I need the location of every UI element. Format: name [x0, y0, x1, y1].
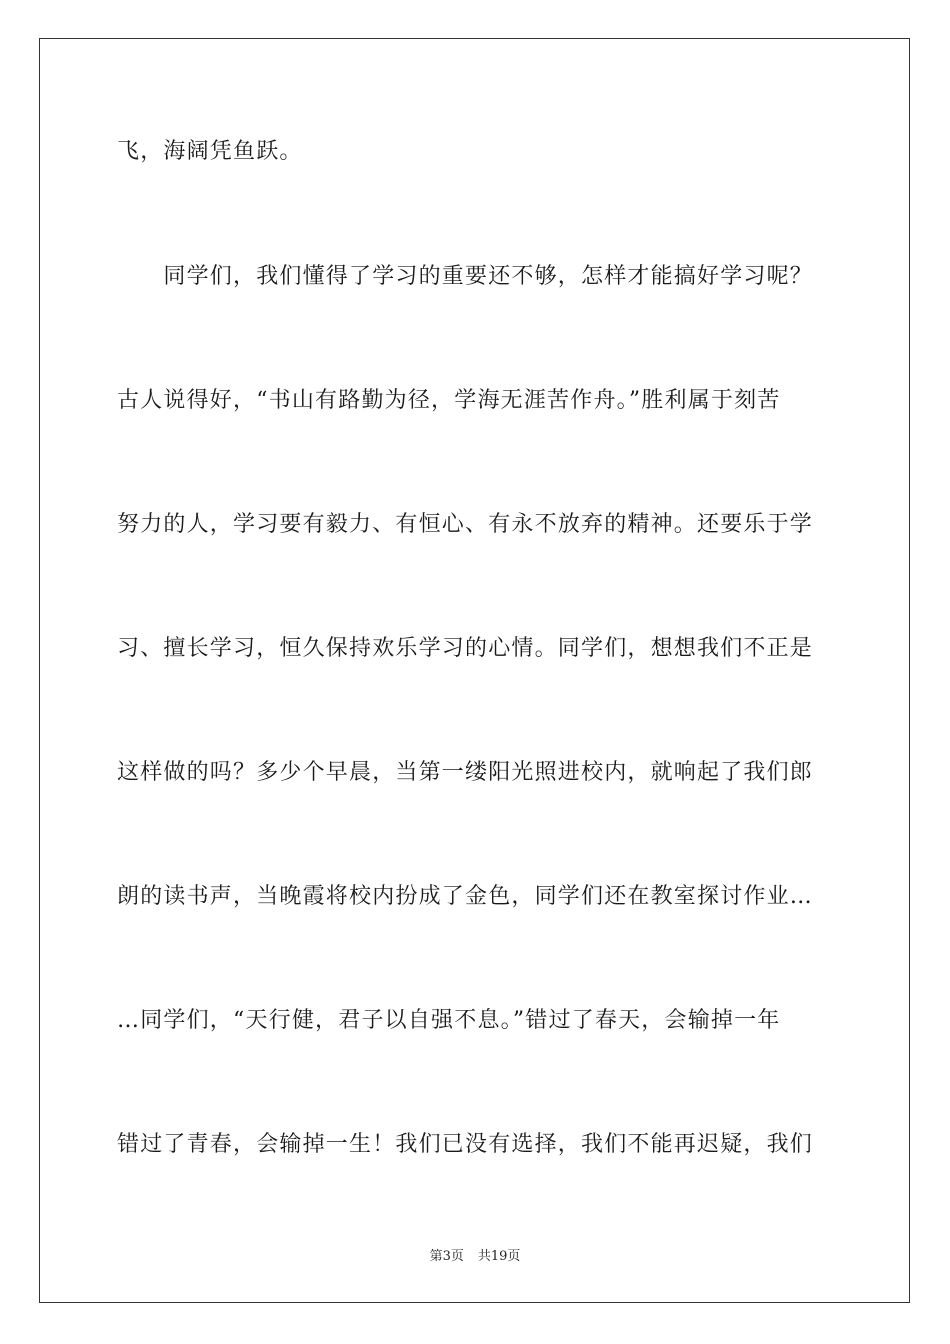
- page-footer: [0, 1248, 950, 1266]
- body-text-line: 这样做的吗？多少个早晨，当第一缕阳光照进校内，就响起了我们郎: [117, 760, 814, 785]
- body-text-line: 习、擅长学习，恒久保持欢乐学习的心情。同学们，想想我们不正是: [117, 636, 814, 661]
- body-text-line: 努力的人，学习要有毅力、有恒心、有永不放弃的精神。还要乐于学: [117, 512, 814, 537]
- page-number: 第3页: [429, 1249, 464, 1264]
- body-text-line: 古人说得好，“书山有路勤为径，学海无涯苦作舟。”胜利属于刻苦: [117, 388, 781, 413]
- body-text-line: 同学们，我们懂得了学习的重要还不够，怎样才能搞好学习呢？: [117, 264, 814, 289]
- body-text-line: 飞，海阔凭鱼跃。: [117, 139, 303, 164]
- body-text-line: …同学们，“天行健，君子以自强不息。”错过了春天，会输掉一年: [117, 1008, 781, 1033]
- page-border: [39, 38, 910, 1303]
- body-text-line: 错过了青春，会输掉一生！我们已没有选择，我们不能再迟疑，我们: [117, 1132, 814, 1157]
- body-text-line: 朗的读书声，当晚霞将校内扮成了金色，同学们还在教室探讨作业…: [117, 884, 814, 909]
- page-total: 共19页: [477, 1249, 521, 1264]
